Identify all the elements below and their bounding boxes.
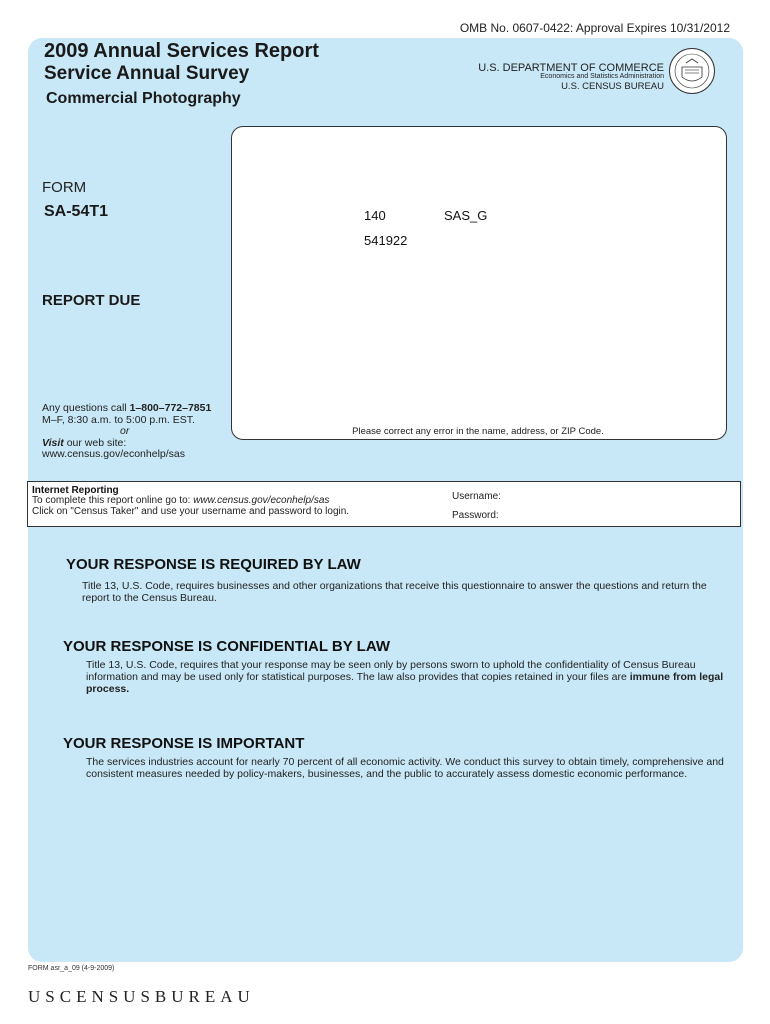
omb-approval-text: OMB No. 0607-0422: Approval Expires 10/31/2012 [459,21,730,35]
report-due-label: REPORT DUE [42,292,141,309]
hours-line: M–F, 8:30 a.m. to 5:00 p.m. EST. [42,413,195,426]
bureau-name: U.S. CENSUS BUREAU [561,81,664,92]
online-report-url[interactable]: www.census.gov/econhelp/sas [193,495,330,506]
section-body-important: The services industries account for nearly 70 percent of all economic activity. We conduct this survey to obtain timely, comprehensive and consistent measures needed by policy-makers, businesses, and the public to accurately assess domestic economic performance. [86,756,724,780]
immune-text: immune from legal process. [86,671,724,695]
phone-number: 1–800–772–7851 [129,402,212,414]
census-bureau-wordmark: USCENSUSBUREAU [28,987,255,1006]
department-of-commerce-seal-icon [668,47,716,95]
internet-reporting-instructions: To complete this report online go to: www.census.gov/econhelp/sas [32,495,330,506]
phone-line: Any questions call 1–800–772–7851 [42,402,212,414]
report-title: 2009 Annual Services Report [44,40,319,62]
internet-reporting-heading: Internet Reporting [32,485,119,496]
mailing-address-box [231,126,727,440]
visit-line: Visit our web site: [42,436,127,449]
password-label: Password: [452,510,499,521]
login-instructions: Click on "Census Taker" and use your username and password to login. [32,506,350,517]
address-correction-note: Please correct any error in the name, address, or ZIP Code. [352,426,604,437]
section-heading-confidential: YOUR RESPONSE IS CONFIDENTIAL BY LAW [63,638,390,655]
administration-name: Economics and Statistics Administration [540,73,664,80]
address-code-1: 140 [364,208,386,223]
section-heading-required: YOUR RESPONSE IS REQUIRED BY LAW [66,556,361,573]
section-body-required: Title 13, U.S. Code, requires businesses and other organizations that receive this questionnaire to answer the questions and return the report to the Census Bureau. [82,580,707,604]
survey-title: Service Annual Survey [44,63,250,84]
naics-code: 541922 [364,233,408,248]
form-number: SA-54T1 [44,203,109,220]
form-version-code: FORM asr_a_09 (4-9-2009) [28,965,115,972]
section-heading-important: YOUR RESPONSE IS IMPORTANT [63,735,305,752]
username-label: Username: [452,491,501,502]
form-label: FORM [42,179,87,196]
or-line: or [120,425,130,437]
department-name: U.S. DEPARTMENT OF COMMERCE [478,62,664,74]
help-url[interactable]: www.census.gov/econhelp/sas [42,448,185,460]
address-code-2: SAS_G [444,208,488,223]
contact-info [42,403,232,461]
industry-subtitle: Commercial Photography [46,90,241,107]
section-body-confidential: Title 13, U.S. Code, requires that your response may be seen only by persons sworn to uphold the confidentiality of Census Bureau information and may be used only for statistical purposes. The law also provides that copies retained in your files are immune from legal process. [86,659,724,695]
